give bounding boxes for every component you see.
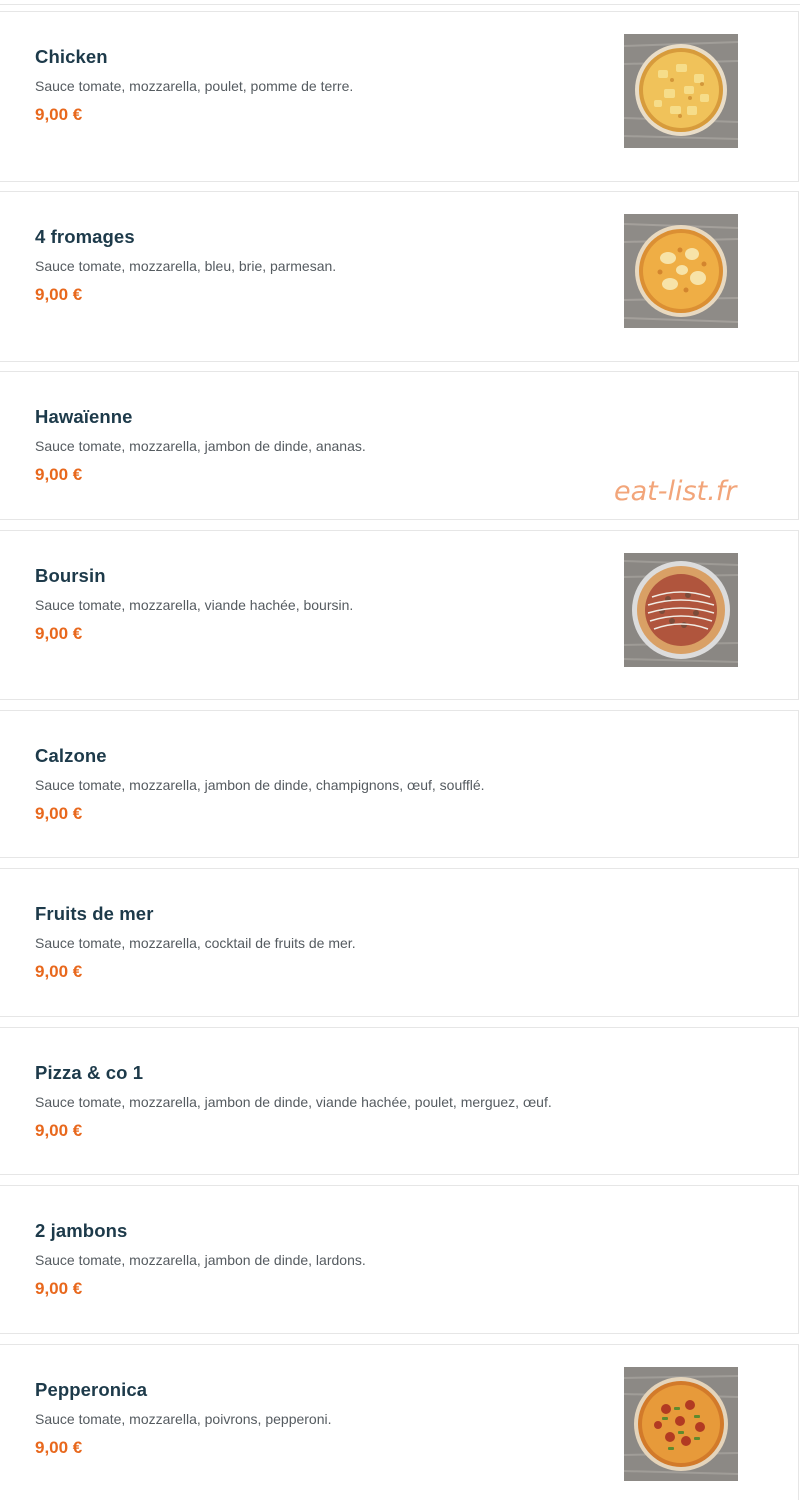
menu-item-card[interactable]	[0, 710, 799, 858]
menu-item-name: Boursin	[35, 565, 106, 586]
menu-item-price: 9,00 €	[35, 1121, 83, 1140]
menu-item-card[interactable]	[0, 1185, 799, 1334]
menu-item-name: 4 fromages	[35, 226, 135, 247]
menu-item-card[interactable]	[0, 1344, 799, 1500]
menu-item-price: 9,00 €	[35, 624, 83, 643]
menu-item-card[interactable]	[0, 11, 799, 182]
menu-item-description: Sauce tomate, mozzarella, jambon de dinde, lardons.	[35, 1252, 366, 1268]
pizza-pepperonica-icon[interactable]	[624, 1367, 738, 1481]
menu-item-description: Sauce tomate, mozzarella, jambon de dinde, viande hachée, poulet, merguez, œuf.	[35, 1094, 552, 1110]
menu-item-description: Sauce tomate, mozzarella, bleu, brie, parmesan.	[35, 258, 337, 274]
menu-item-price: 9,00 €	[35, 804, 83, 823]
menu-item-name: Fruits de mer	[35, 903, 154, 924]
pizza-4-fromages-icon[interactable]	[624, 214, 738, 328]
menu-item-card[interactable]	[0, 868, 799, 1017]
menu-item-price: 9,00 €	[35, 465, 83, 484]
menu-item-description: Sauce tomate, mozzarella, jambon de dinde, ananas.	[35, 438, 366, 454]
watermark-text: eat-list.fr	[614, 476, 737, 507]
menu-item-card[interactable]	[0, 191, 799, 362]
menu-item-name: Chicken	[35, 46, 108, 67]
pizza-chicken-icon[interactable]	[624, 34, 738, 148]
menu-item-description: Sauce tomate, mozzarella, jambon de dinde, champignons, œuf, soufflé.	[35, 777, 485, 793]
menu-item-price: 9,00 €	[35, 1279, 83, 1298]
menu-item-description: Sauce tomate, mozzarella, cocktail de fruits de mer.	[35, 935, 356, 951]
menu-item-name: Pizza & co 1	[35, 1062, 144, 1083]
menu-item-price: 9,00 €	[35, 962, 83, 981]
menu-item-card[interactable]	[0, 530, 799, 700]
menu-item-name: 2 jambons	[35, 1220, 128, 1241]
menu-item-price: 9,00 €	[35, 105, 83, 124]
pizza-boursin-icon[interactable]	[624, 553, 738, 667]
menu-item-card[interactable]	[0, 1027, 799, 1175]
menu-item-description: Sauce tomate, mozzarella, viande hachée, boursin.	[35, 597, 354, 613]
menu-item-price: 9,00 €	[35, 1438, 83, 1457]
menu-item-description: Sauce tomate, mozzarella, poulet, pomme de terre.	[35, 78, 354, 94]
previous-card-edge	[0, 0, 800, 5]
menu-item-price: 9,00 €	[35, 285, 83, 304]
menu-item-description: Sauce tomate, mozzarella, poivrons, pepperoni.	[35, 1411, 332, 1427]
menu-item-name: Calzone	[35, 745, 107, 766]
menu-item-name: Hawaïenne	[35, 406, 133, 427]
menu-item-name: Pepperonica	[35, 1379, 148, 1400]
